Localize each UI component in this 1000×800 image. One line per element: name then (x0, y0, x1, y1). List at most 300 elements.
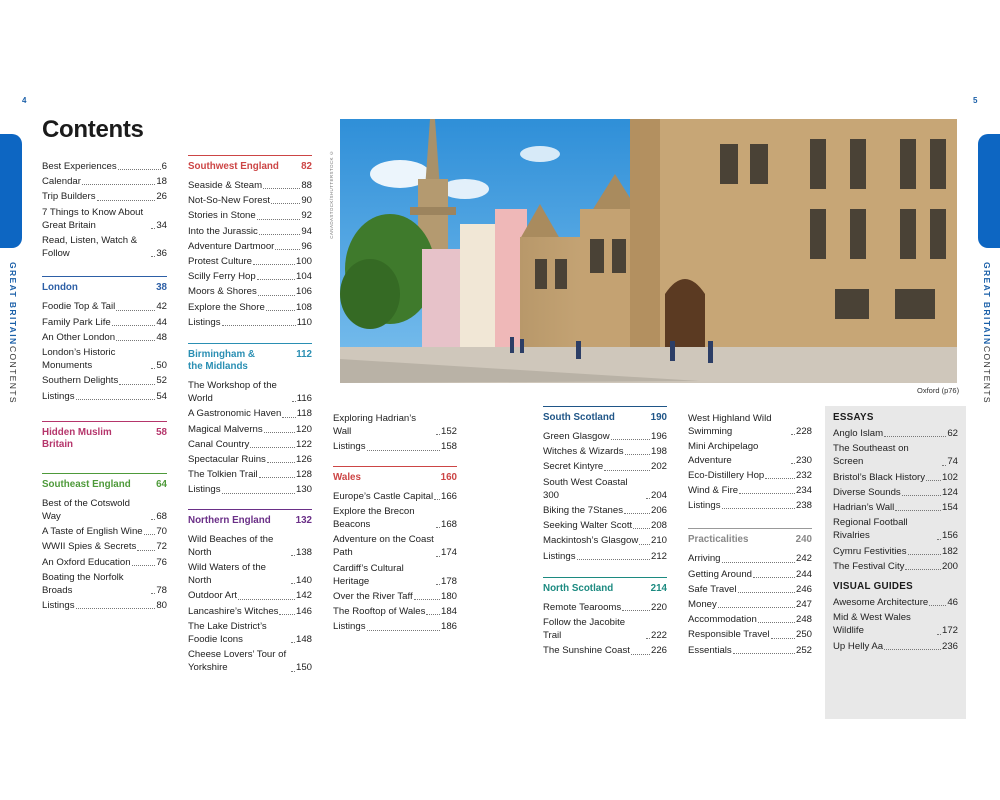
section-page: 214 (650, 582, 667, 594)
toc-entry-title: Southern Delights (42, 375, 119, 387)
toc-entry[interactable] (688, 613, 812, 626)
section-header-wales (333, 466, 457, 484)
toc-entry[interactable] (188, 438, 312, 451)
toc-entry[interactable] (42, 599, 167, 612)
leader-dots (222, 325, 296, 326)
leader-dots (633, 528, 650, 529)
section-title[interactable]: Southeast England (42, 478, 131, 490)
toc-entry[interactable] (333, 505, 457, 531)
toc-entry-page: 88 (301, 180, 312, 191)
section-header-northern-england (188, 509, 312, 527)
section-header-southeast-england (42, 473, 167, 491)
toc-entry[interactable] (42, 190, 167, 203)
toc-entry[interactable] (188, 423, 312, 436)
toc-entry-page: 222 (650, 630, 667, 642)
toc-entry[interactable] (188, 209, 312, 222)
toc-entry-page: 62 (947, 428, 958, 439)
section-title[interactable]: Hidden Muslim Britain (42, 426, 112, 450)
side-label-section: CONTENTS (8, 345, 18, 404)
toc-entry[interactable] (543, 550, 667, 563)
toc-entry-page: 92 (301, 210, 312, 222)
toc-entry[interactable] (42, 525, 167, 538)
toc-entry-page: 52 (156, 375, 167, 387)
toc-entry[interactable] (42, 346, 167, 372)
toc-entry-page: 116 (296, 393, 312, 405)
toc-entry[interactable] (188, 589, 312, 602)
toc-entry-title: Magical Malverns (188, 423, 263, 435)
toc-entry-title: The Tolkien Trail (188, 469, 258, 481)
toc-entry-title: Essentials (688, 644, 732, 656)
toc-entry-title: Awesome Architecture (833, 597, 929, 609)
toc-entry-page: 202 (650, 461, 667, 473)
toc-entry[interactable] (833, 471, 958, 484)
toc-entry[interactable] (42, 571, 167, 597)
toc-entry[interactable] (688, 484, 812, 497)
section-page: 240 (795, 534, 812, 546)
toc-entry[interactable] (42, 374, 167, 387)
photo-caption: Oxford (p76) (917, 386, 960, 395)
leader-dots (905, 569, 941, 570)
leader-dots (414, 599, 440, 600)
toc-entry[interactable] (688, 440, 812, 466)
toc-entry-page: 122 (295, 438, 312, 450)
toc-entry-title: Arriving (688, 553, 721, 565)
toc-entry-page: 96 (301, 240, 312, 252)
toc-list (333, 490, 457, 634)
toc-entry-page: 150 (295, 662, 312, 674)
toc-entry[interactable] (188, 270, 312, 283)
toc-entry-page: 70 (156, 526, 167, 538)
toc-entry[interactable] (188, 255, 312, 268)
leader-dots (718, 607, 795, 608)
leader-dots (259, 234, 300, 235)
toc-entry-page: 94 (301, 225, 312, 237)
leader-dots (151, 228, 155, 229)
toc-entry-page: 210 (650, 535, 667, 547)
toc-entry-page: 130 (295, 484, 312, 496)
toc-entry-title: Over the River Taff (333, 591, 413, 603)
leader-dots (426, 614, 440, 615)
toc-entry-page: 234 (795, 485, 812, 497)
leader-dots (902, 495, 941, 496)
toc-entry[interactable] (188, 194, 312, 207)
toc-entry-title: Explore the Shore (188, 301, 265, 313)
toc-entry-page: 252 (795, 644, 812, 656)
leader-dots (622, 610, 650, 611)
toc-entry[interactable] (42, 300, 167, 313)
toc-entry[interactable] (42, 556, 167, 569)
leader-dots (271, 203, 300, 204)
toc-entry[interactable] (188, 483, 312, 496)
toc-entry[interactable] (833, 611, 958, 637)
toc-list (543, 430, 667, 563)
chapter-tab-left (0, 134, 22, 248)
section-page: 112 (296, 349, 312, 361)
toc-entry-page: 232 (795, 469, 812, 481)
section-header-hidden-muslim-britain (42, 421, 167, 451)
toc-list (833, 427, 958, 573)
toc-entry-page: 166 (440, 490, 457, 502)
toc-entry-title: West Highland Wild Swimming (688, 413, 772, 438)
toc-entry-page: 90 (301, 195, 312, 207)
essays-list-column (833, 427, 958, 573)
section-title[interactable]: Southwest England (188, 161, 279, 172)
toc-entry[interactable] (543, 445, 667, 458)
page-title: Contents (42, 116, 144, 143)
toc-entry-title: Wild Beaches of the North (188, 533, 274, 558)
toc-column-3 (333, 412, 457, 636)
toc-entry-title: Secret Kintyre (543, 461, 604, 473)
toc-entry-page: 198 (650, 446, 667, 458)
leader-dots (151, 593, 155, 594)
toc-entry-page: 248 (795, 614, 812, 626)
toc-entry[interactable] (188, 179, 312, 192)
toc-entry[interactable] (42, 331, 167, 344)
chapter-tab-right (978, 134, 1000, 248)
leader-dots (82, 184, 155, 185)
leader-dots (929, 605, 946, 606)
toc-entry[interactable] (188, 468, 312, 481)
toc-entry-page: 238 (795, 500, 812, 512)
toc-entry[interactable] (188, 316, 312, 329)
toc-entry[interactable] (188, 620, 312, 646)
toc-entry-title: Responsible Travel (688, 629, 770, 641)
toc-entry[interactable] (42, 497, 167, 523)
toc-entry-page: 168 (440, 519, 457, 531)
leader-dots (259, 477, 295, 478)
toc-entry-page: 184 (440, 606, 457, 618)
toc-entry-page: 152 (440, 426, 457, 438)
leader-dots (758, 622, 795, 623)
toc-list (543, 601, 667, 658)
toc-list (688, 412, 812, 512)
toc-entry-title: Bristol’s Black History (833, 471, 926, 483)
toc-entry-title: Europe’s Castle Capital (333, 490, 434, 502)
side-label-brand: GREAT BRITAIN (982, 262, 992, 346)
toc-entry-title: Mackintosh’s Glasgow (543, 535, 639, 547)
visual-guides-list-column (833, 596, 958, 653)
leader-dots (722, 562, 795, 563)
toc-entry[interactable] (543, 476, 667, 502)
toc-entry-page: 44 (156, 316, 167, 328)
section-title[interactable]: London (42, 282, 78, 294)
toc-entry-title: Remote Tearooms (543, 601, 622, 613)
toc-list (333, 412, 457, 454)
leader-dots (722, 508, 795, 509)
toc-entry-title: Adventure Dartmoor (188, 240, 275, 252)
leader-dots (646, 498, 650, 499)
toc-entry-title: 7 Things to Know About Great Britain (42, 206, 144, 231)
toc-entry[interactable] (688, 568, 812, 581)
toc-entry-page: 156 (941, 530, 958, 542)
toc-entry-title: South West Coastal 300 (543, 476, 628, 501)
section-title[interactable]: Practicalities (688, 534, 749, 546)
photo-credit: CANADASTOCK/SHUTTERSTOCK © (329, 150, 334, 239)
toc-entry-page: 48 (156, 331, 167, 343)
toc-entry-page: 140 (295, 575, 312, 587)
toc-entry-page: 50 (156, 360, 167, 372)
toc-list (42, 300, 167, 402)
toc-entry[interactable] (188, 240, 312, 253)
toc-entry[interactable] (42, 390, 167, 403)
toc-entry-title: Money (688, 599, 717, 611)
toc-entry[interactable] (543, 430, 667, 443)
toc-entry[interactable] (543, 460, 667, 473)
toc-entry-title: The Festival City (833, 560, 905, 572)
toc-entry[interactable] (688, 583, 812, 596)
leader-dots (250, 447, 295, 448)
toc-entry[interactable] (833, 501, 958, 514)
toc-entry[interactable] (688, 469, 812, 482)
toc-entry[interactable] (188, 648, 312, 674)
toc-entry-title: Safe Travel (688, 583, 737, 595)
leader-dots (625, 454, 650, 455)
side-label-right (982, 262, 992, 403)
toc-entry[interactable] (42, 316, 167, 329)
toc-entry[interactable] (42, 206, 167, 232)
toc-entry-title: A Gastronomic Haven (188, 408, 282, 420)
toc-entry[interactable] (543, 534, 667, 547)
toc-entry-title: Diverse Sounds (833, 486, 901, 498)
leader-dots (282, 417, 295, 418)
toc-entry[interactable] (833, 560, 958, 573)
leader-dots (76, 608, 156, 609)
leader-dots (765, 478, 795, 479)
toc-entry[interactable] (688, 598, 812, 611)
leader-dots (292, 401, 296, 402)
toc-entry[interactable] (188, 533, 312, 559)
toc-entry[interactable] (543, 616, 667, 642)
toc-entry[interactable] (688, 628, 812, 641)
toc-entry-page: 120 (295, 423, 312, 435)
toc-entry[interactable] (833, 640, 958, 653)
toc-entry-title: Best Experiences (42, 161, 117, 172)
essays-heading: ESSAYS (833, 412, 874, 423)
toc-entry-title: An Other London (42, 331, 116, 343)
toc-list (42, 497, 167, 613)
toc-entry[interactable] (833, 442, 958, 468)
toc-entry-title: Listings (42, 390, 75, 402)
leader-dots (908, 554, 941, 555)
toc-entry-page: 186 (440, 621, 457, 633)
toc-entry-page: 146 (295, 605, 312, 617)
toc-entry-title: Cheese Lovers’ Tour of Yorkshire (188, 649, 287, 674)
toc-entry-page: 154 (941, 502, 958, 514)
section-title[interactable]: North Scotland (543, 582, 614, 594)
leader-dots (631, 654, 650, 655)
leader-dots (222, 493, 295, 494)
toc-entry-page: 196 (650, 431, 667, 442)
leader-dots (624, 513, 650, 514)
leader-dots (771, 638, 795, 639)
oxford-street-image (340, 119, 957, 383)
toc-entry[interactable] (188, 605, 312, 618)
toc-entry[interactable] (543, 601, 667, 614)
leader-dots (291, 671, 295, 672)
toc-entry-page: 74 (947, 456, 958, 468)
toc-entry-title: Mini Archipelago Adventure (688, 441, 759, 466)
toc-entry[interactable] (833, 596, 958, 609)
toc-entry-title: Moors & Shores (188, 286, 257, 298)
toc-entry-title: Listings (188, 484, 221, 496)
toc-entry[interactable] (333, 620, 457, 633)
toc-entry-title: Adventure on the Coast Path (333, 534, 434, 559)
toc-entry-page: 172 (941, 625, 958, 637)
toc-entry-page: 244 (795, 568, 812, 580)
toc-entry-title: Up Helly Aa (833, 640, 884, 652)
toc-column-5 (688, 412, 812, 659)
toc-entry[interactable] (42, 175, 167, 188)
toc-entry[interactable] (188, 407, 312, 420)
leader-dots (266, 310, 295, 311)
leader-dots (267, 462, 295, 463)
leader-dots (753, 577, 795, 578)
toc-entry-page: 106 (295, 286, 312, 298)
toc-entry[interactable] (833, 516, 958, 542)
toc-list (188, 379, 312, 497)
leader-dots (791, 434, 795, 435)
leader-dots (275, 249, 300, 250)
toc-entry[interactable] (188, 561, 312, 587)
toc-entry-title: Into the Jurassic (188, 225, 258, 237)
toc-entry[interactable] (543, 519, 667, 532)
toc-entry-page: 204 (650, 489, 667, 501)
toc-entry[interactable] (333, 412, 457, 438)
toc-entry-title: Listings (42, 600, 75, 612)
toc-entry[interactable] (333, 562, 457, 588)
leader-dots (291, 583, 295, 584)
essays-panel (825, 406, 966, 719)
section-header-practicalities (688, 528, 812, 546)
toc-entry[interactable] (188, 379, 312, 405)
toc-entry-page: 158 (440, 441, 457, 453)
toc-entry-page: 124 (941, 486, 958, 498)
toc-entry[interactable] (333, 605, 457, 618)
leader-dots (884, 649, 941, 650)
toc-entry[interactable] (688, 552, 812, 565)
toc-entry-page: 230 (795, 454, 812, 466)
toc-entry-page: 78 (156, 585, 167, 597)
toc-entry[interactable] (833, 545, 958, 558)
toc-entry-page: 220 (650, 601, 667, 613)
leader-dots (884, 436, 946, 437)
leader-dots (926, 480, 941, 481)
oxford-photo (340, 119, 957, 383)
section-header-birmingham (188, 343, 312, 373)
toc-entry-title: Cymru Festivities (833, 545, 907, 557)
section-title[interactable]: Northern England (188, 514, 271, 526)
toc-entry-title: Follow the Jacobite Trail (543, 617, 626, 642)
toc-entry[interactable] (543, 504, 667, 517)
toc-entry[interactable] (188, 301, 312, 314)
leader-dots (253, 264, 295, 265)
toc-entry-title: Listings (333, 621, 366, 633)
toc-entry-page: 76 (156, 556, 167, 568)
side-label-brand: GREAT BRITAIN (8, 262, 18, 346)
toc-entry[interactable] (688, 499, 812, 512)
toc-entry-title: Listings (543, 550, 576, 562)
toc-entry[interactable] (333, 533, 457, 559)
toc-entry-title: Cardiff’s Cultural Heritage (333, 562, 404, 587)
leader-dots (291, 642, 295, 643)
toc-entry-page: 246 (795, 583, 812, 595)
toc-entry[interactable] (42, 160, 167, 173)
toc-entry-page: 212 (650, 550, 667, 562)
toc-entry-title: Seaside & Steam (188, 180, 263, 191)
toc-entry-title: The Lake District’s Foodie Icons (188, 620, 267, 646)
leader-dots (738, 592, 795, 593)
toc-entry-title: Listings (333, 441, 366, 453)
visual-guides-heading: VISUAL GUIDES (833, 581, 913, 593)
toc-entry-page: 208 (650, 520, 667, 532)
leader-dots (791, 463, 795, 464)
section-title[interactable]: South Scotland (543, 412, 615, 423)
leader-dots (646, 638, 650, 639)
section-title[interactable]: Birmingham & the Midlands (188, 349, 255, 373)
toc-entry[interactable] (688, 644, 812, 657)
section-header-north-scotland (543, 577, 667, 595)
toc-entry[interactable] (833, 486, 958, 499)
toc-entry[interactable] (543, 644, 667, 657)
section-page: 64 (156, 478, 167, 490)
toc-entry[interactable] (42, 234, 167, 260)
toc-entry-title: An Oxford Education (42, 556, 131, 568)
toc-entry-page: 128 (295, 469, 312, 481)
leader-dots (611, 439, 650, 440)
leader-dots (76, 399, 156, 400)
toc-entry-title: Wind & Fire (688, 485, 739, 497)
toc-entry[interactable] (688, 412, 812, 438)
toc-entry[interactable] (833, 427, 958, 440)
section-header-london (42, 276, 167, 294)
toc-entry[interactable] (42, 540, 167, 553)
section-page: 38 (156, 282, 167, 294)
toc-entry[interactable] (188, 225, 312, 238)
toc-entry-page: 250 (795, 629, 812, 641)
toc-entry[interactable] (333, 590, 457, 603)
toc-entry-title: Hadrian’s Wall (833, 502, 895, 514)
section-title[interactable]: Wales (333, 471, 361, 483)
toc-entry-title: Best of the Cotswold Way (42, 497, 130, 523)
toc-entry-title: Mid & West Wales Wildlife (833, 612, 911, 637)
toc-entry-title: Seeking Walter Scott (543, 520, 633, 532)
toc-entry-title: Listings (188, 316, 221, 328)
leader-dots (291, 555, 295, 556)
toc-entry[interactable] (333, 490, 457, 503)
leader-dots (577, 559, 650, 560)
toc-entry-title: Accommodation (688, 614, 757, 626)
leader-dots (733, 653, 795, 654)
toc-entry[interactable] (333, 440, 457, 453)
toc-list (42, 160, 167, 260)
toc-entry-page: 118 (296, 408, 312, 420)
toc-entry-title: Eco-Distillery Hop (688, 469, 765, 481)
leader-dots (118, 169, 161, 170)
leader-dots (279, 614, 295, 615)
leader-dots (151, 256, 155, 257)
toc-entry-title: The Southeast on Screen (833, 443, 909, 468)
toc-entry-title: Regional Football Rivalries (833, 517, 908, 542)
toc-entry[interactable] (188, 453, 312, 466)
toc-entry[interactable] (188, 285, 312, 298)
toc-entry-title: Outdoor Art (188, 590, 238, 602)
toc-list (688, 552, 812, 656)
side-label-left (8, 262, 18, 403)
leader-dots (436, 556, 440, 557)
toc-entry-title: Witches & Wizards (543, 446, 624, 458)
leader-dots (112, 325, 156, 326)
section-page: 58 (156, 426, 167, 438)
